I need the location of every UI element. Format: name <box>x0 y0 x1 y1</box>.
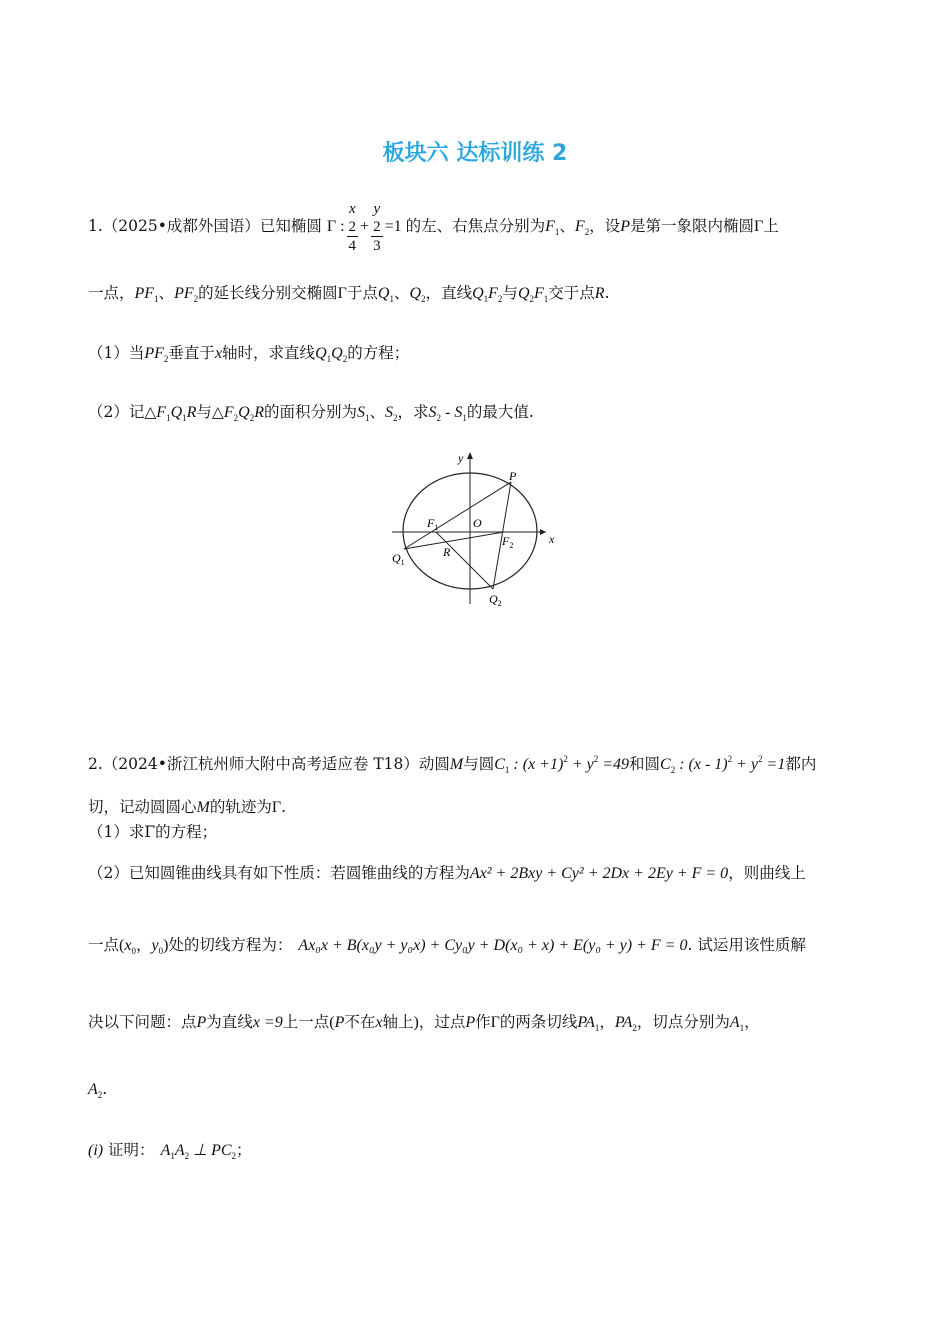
y-axis-arrow <box>467 452 473 459</box>
conic-equation: Ax² + 2Bxy + Cy² + 2Dx + 2Ey + F = 0 <box>469 865 729 882</box>
label-x: x <box>549 532 555 546</box>
problem2-line7: $A_2$. <box>88 1080 108 1100</box>
problem1-number: 1. <box>88 217 103 236</box>
problem2-line1: 2.（2024•浙江杭州师大附中高考适应卷 T18）动圆M与圆$C_1$ : $(x +1)^2 + y^2 =49$和圆$C_2$ : $(x - 1)^2 + y^2 =1$都内 <box>88 754 817 775</box>
label-y: y <box>458 451 464 465</box>
label-F1: $F_1$ <box>427 516 439 532</box>
problem2-line6: 决以下问题：点P为直线x =9上一点(P不在x轴上)，过点P作Γ的两条切线$PA_1$，$PA_2$，切点分别为$A_1$， <box>88 1013 760 1033</box>
label-Q1: $Q_1$ <box>392 551 405 567</box>
problem1-source: （2025•成都外国语） <box>102 217 260 236</box>
label-O: O <box>473 516 482 530</box>
x-axis-arrow <box>540 529 546 535</box>
segment-F1-Q2 <box>436 532 493 589</box>
problem2-part1: （1）求Γ的方程； <box>88 823 218 841</box>
circle-c1-equation: $C_1$ : $(x +1)^2 + y^2 =49$ <box>494 754 630 775</box>
ellipse-diagram <box>388 448 563 608</box>
page-title: 板块六 达标训练 2 <box>382 141 568 166</box>
label-P: P <box>509 469 517 483</box>
problem2-subpart-i: (i) 证明： $A_1A_2$ ⊥ $PC_2$； <box>88 1141 252 1161</box>
segment-Q1-F2 <box>404 532 504 549</box>
problem2-line2: 切，记动圆圆心M的轨迹为Γ. <box>88 798 287 816</box>
label-F2: $F_2$ <box>502 534 514 550</box>
problem2-source: （2024•浙江杭州师大附中高考适应卷 T18） <box>102 755 419 773</box>
problem2-line5: 一点($x_0$，$y_0$)处的切线方程为： Ax₀x + B(x₀y + y₀x) + Cy₀y + D(x₀ + x) + E(y₀ + y) + F = 0. 试运用该性质解 <box>88 936 806 956</box>
problem1-line1: 1.（2025•成都外国语）已知椭圆 Γ : x 2 4 + y 2 3 =1 的左、右焦点分别为$F_1$、$F_2$，设P是第一象限内椭圆Γ上 <box>88 201 779 254</box>
problem2-part2: （2）已知圆锥曲线具有如下性质：若圆锥曲线的方程为Ax² + 2Bxy + Cy² + 2Dx + 2Ey + F = 0，则曲线上 <box>88 864 806 882</box>
label-R: R <box>443 545 451 559</box>
label-Q2: $Q_2$ <box>489 592 502 608</box>
tangent-equation: Ax₀x + B(x₀y + y₀x) + Cy₀y + D(x₀ + x) + E(y₀ + y) + F = 0 <box>298 937 688 954</box>
circle-c2-equation: $C_2$ : $(x - 1)^2 + y^2 =1$ <box>660 754 786 775</box>
problem1-part2: （2）记$\triangle F_1Q_1R$与$\triangle F_2Q_2R$的面积分别为$S_1$、$S_2$，求$S_2 - S_1$的最大值. <box>88 403 534 423</box>
problem1-line2: 一点，$PF_1$、$PF_2$的延长线分别交椭圆Γ于点$Q_1$、$Q_2$，直线$Q_1F_2$与$Q_2F_1$交于点R. <box>88 284 610 304</box>
problem2-number: 2. <box>88 755 103 773</box>
ellipse-equation: Γ : x 2 4 + y 2 3 =1 <box>326 201 402 254</box>
problem1-part1: （1）当$PF_2$垂直于x轴时，求直线$Q_1Q_2$的方程； <box>88 344 410 364</box>
